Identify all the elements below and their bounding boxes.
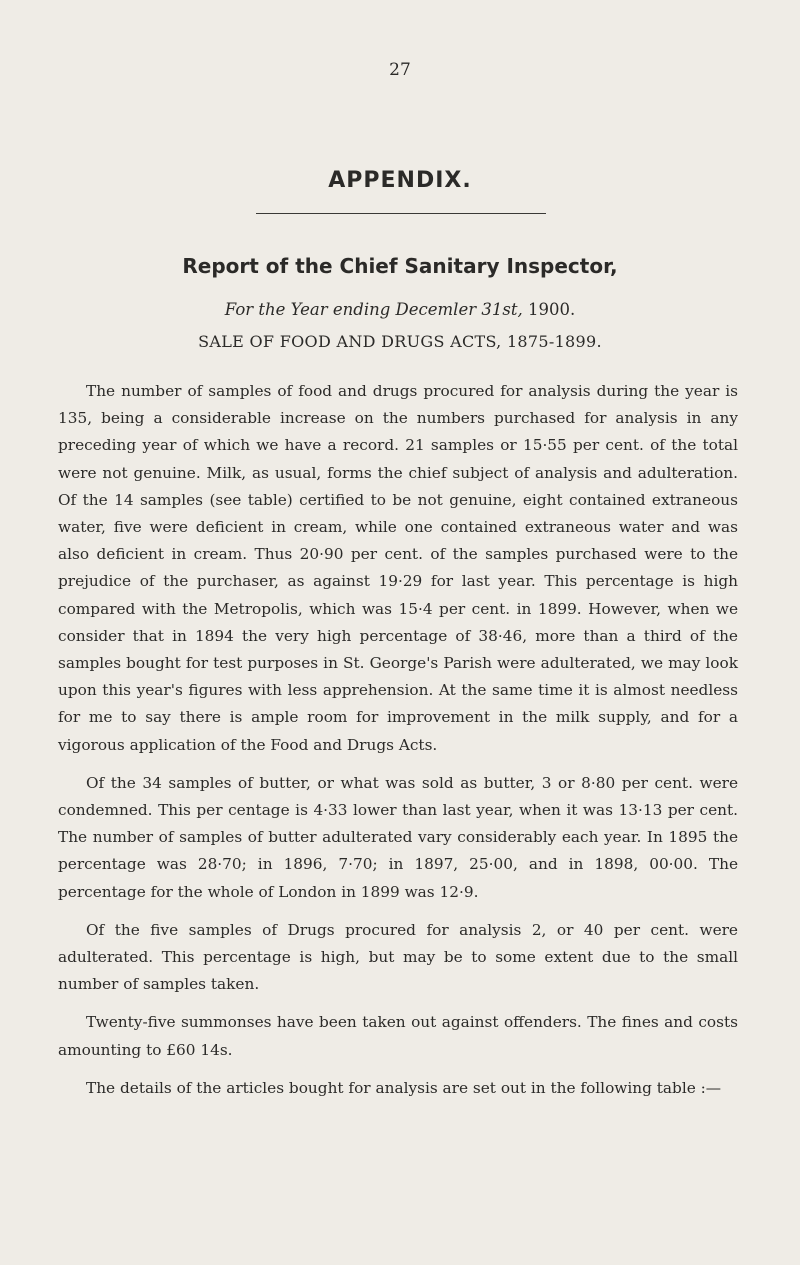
- acts-heading: SALE OF FOOD AND DRUGS ACTS, 1875-1899.: [198, 332, 602, 351]
- paragraph-butter: Of the 34 samples of butter, or what was sold as butter, 3 or 8·80 per cent. were condemned. This per centage is 4·33 lower than last year, when it was 13·13 per cent. The number of samples of butter adulterated vary considerably each year. In 1895 the percentage was 28·70; in 1896, 7·70; in 1897, 25·00, and in 1898, 00·00. The percentage for the whole of London in 1899 was 12·9.: [58, 773, 738, 901]
- page-number: 27: [389, 60, 411, 80]
- report-title: Report of the Chief Sanitary Inspector,: [182, 254, 618, 278]
- report-subtitle: [0, 300, 800, 319]
- paragraph-milk: The number of samples of food and drugs procured for analysis during the year is 135, being a considerable increase on the numbers purchased for analysis in any preceding year of which we have a record. 21 samples or 15·55 per cent. of the total were not genuine. Milk, as usual, forms the chief subject of analysis and adulteration. Of the 14 samples (see table) certified to be not genuine, eight contained extraneous water, five were deficient in cream, while one contained extraneous water and was also deficient in cream. Thus 20·90 per cent. of the samples purchased were to the prejudice of the purchaser, as against 19·29 for last year. This percentage is high compared with the Metropolis, which was 15·4 per cent. in 1899. However, when we consider that in 1894 the very high percentage of 38·46, more than a third of the samples bought for test purposes in St. George's Parish were adulterated, we may look upon this year's figures with less apprehension. At the same time it is almost needless for me to say there is ample room for improvement in the milk supply, and for a vigorous application of the Food and Drugs Acts.: [58, 382, 738, 754]
- paragraph-table-intro: The details of the articles bought for analysis are set out in the following table :—: [86, 1078, 722, 1097]
- appendix-heading: APPENDIX.: [328, 168, 472, 193]
- subtitle-text: For the Year ending Decemler 31st,: [224, 300, 523, 319]
- paragraph-summonses: Twenty-five summonses have been taken out against offenders. The fines and costs amounting to £60 14s.: [58, 1013, 738, 1059]
- subtitle-year: 1900.: [527, 300, 576, 319]
- paragraph-drugs: Of the five samples of Drugs procured for analysis 2, or 40 per cent. were adulterated. This percentage is high, but may be to some extent due to the small number of samples taken.: [58, 920, 738, 994]
- horizontal-rule: [256, 213, 546, 214]
- report-body: [58, 378, 738, 1113]
